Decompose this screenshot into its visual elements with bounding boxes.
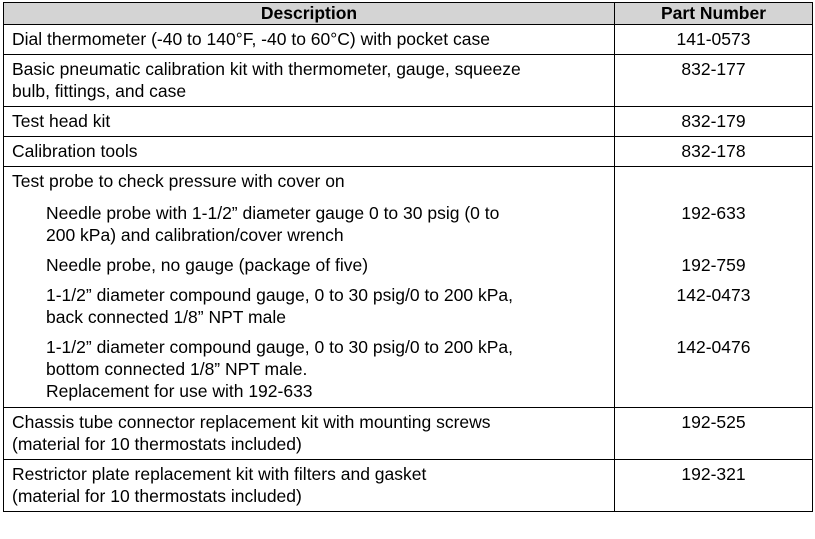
description-cell bbox=[4, 25, 615, 55]
description-cell bbox=[4, 137, 615, 167]
table-subrow bbox=[4, 250, 813, 280]
description-cell bbox=[4, 250, 615, 280]
description-text: 1-1/2” diameter compound gauge, 0 to 30 psig/0 to 200 kPa, bbox=[46, 285, 513, 305]
description-text: 200 kPa) and calibration/cover wrench bbox=[46, 225, 344, 245]
description-cell bbox=[4, 460, 615, 512]
description-cell bbox=[4, 280, 615, 332]
table-row bbox=[4, 137, 813, 167]
table-subrow bbox=[4, 332, 813, 408]
description-cell bbox=[4, 332, 615, 408]
part-number-cell: 832-177 bbox=[615, 55, 813, 107]
part-number-cell: 832-179 bbox=[615, 107, 813, 137]
part-number-cell: 832-178 bbox=[615, 137, 813, 167]
description-text: Test head kit bbox=[12, 111, 111, 131]
part-number-cell: 192-759 bbox=[615, 250, 813, 280]
part-number-cell: 142-0473 bbox=[615, 280, 813, 332]
header-row bbox=[4, 3, 813, 25]
description-cell bbox=[4, 55, 615, 107]
table-subrow bbox=[4, 198, 813, 250]
description-text: (material for 10 thermostats included) bbox=[12, 434, 302, 454]
description-text: 1-1/2” diameter compound gauge, 0 to 30 psig/0 to 200 kPa, bbox=[46, 337, 513, 357]
part-number-header: Part Number bbox=[615, 3, 813, 25]
description-text: Replacement for use with 192-633 bbox=[46, 381, 313, 401]
description-text: Needle probe with 1-1/2” diameter gauge 0 to 30 psig (0 to bbox=[46, 203, 500, 223]
table-row bbox=[4, 107, 813, 137]
table-row bbox=[4, 460, 813, 512]
table-row bbox=[4, 408, 813, 460]
description-text: Dial thermometer (-40 to 140°F, -40 to 60°C) with pocket case bbox=[12, 29, 490, 49]
description-cell bbox=[4, 107, 615, 137]
description-text: Needle probe, no gauge (package of five) bbox=[46, 255, 369, 275]
part-number-cell: 141-0573 bbox=[615, 25, 813, 55]
description-text: Chassis tube connector replacement kit with mounting screws bbox=[12, 412, 491, 432]
description-text: back connected 1/8” NPT male bbox=[46, 307, 286, 327]
description-text: (material for 10 thermostats included) bbox=[12, 486, 302, 506]
table-row bbox=[4, 25, 813, 55]
description-cell bbox=[4, 167, 615, 199]
parts-table bbox=[3, 2, 813, 512]
description-header: Description bbox=[4, 3, 615, 25]
description-text: Restrictor plate replacement kit with filters and gasket bbox=[12, 464, 427, 484]
description-text: Test probe to check pressure with cover on bbox=[12, 171, 345, 191]
part-number-cell: 192-633 bbox=[615, 198, 813, 250]
table-row-group-header bbox=[4, 167, 813, 199]
part-number-cell: 142-0476 bbox=[615, 332, 813, 408]
description-text: bottom connected 1/8” NPT male. bbox=[46, 359, 308, 379]
table-row bbox=[4, 55, 813, 107]
description-text: bulb, fittings, and case bbox=[12, 81, 187, 101]
part-number-cell bbox=[615, 167, 813, 199]
description-text: Calibration tools bbox=[12, 141, 138, 161]
part-number-cell: 192-321 bbox=[615, 460, 813, 512]
table-subrow bbox=[4, 280, 813, 332]
description-text: Basic pneumatic calibration kit with thermometer, gauge, squeeze bbox=[12, 59, 521, 79]
part-number-cell: 192-525 bbox=[615, 408, 813, 460]
description-cell bbox=[4, 198, 615, 250]
description-cell bbox=[4, 408, 615, 460]
